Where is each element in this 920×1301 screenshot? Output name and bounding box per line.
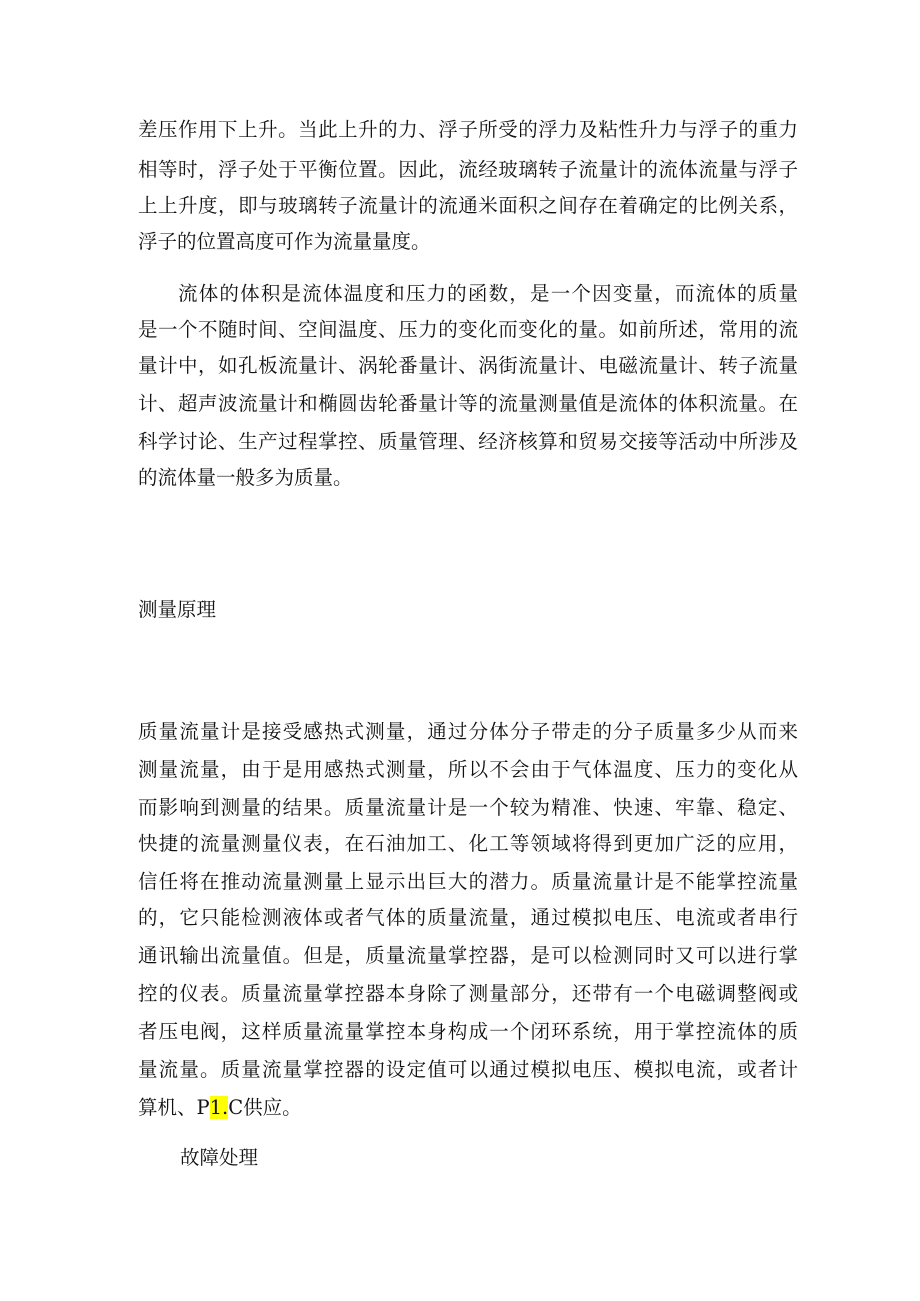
paragraph-line: 通讯输出流量值。但是，质量流量掌控器，是可以检测同时又可以进行掌: [138, 944, 798, 967]
last-line-prefix: 算机、P: [138, 1096, 210, 1119]
section-heading-measurement-principle: 测量原理: [138, 598, 217, 621]
paragraph-line: 控的仪表。质量流量掌控器本身除了测量部分，还带有一个电磁调整阀或: [138, 982, 798, 1005]
paragraph-line: 差压作用下上升。当此上升的力、浮子所受的浮力及粘性升力与浮子的重力: [138, 118, 798, 141]
paragraph-line: 相等时，浮子处于平衡位置。因此，流经玻璃转子流量计的流体流量与浮子: [138, 158, 798, 181]
paragraph-line: 浮子的位置高度可作为流量量度。: [138, 230, 431, 253]
paragraph-line: 质量流量计是接受感热式测量，通过分体分子带走的分子质量多少从而来: [138, 720, 798, 743]
paragraph-line: 上上升度，即与玻璃转子流量计的流通米面积之间存在着确定的比例关系，: [138, 194, 798, 217]
paragraph-line: 而影响到测量的结果。质量流量计是一个较为精准、快速、牢靠、稳定、: [138, 796, 798, 819]
paragraph-line: 者压电阀，这样质量流量掌控本身构成一个闭环系统，用于掌控流体的质: [138, 1020, 798, 1043]
paragraph-line: 流体的体积是流体温度和压力的函数，是一个因变量，而流体的质量: [178, 282, 798, 305]
paragraph-line: 快捷的流量测量仪表，在石油加工、化工等领域将得到更加广泛的应用，: [138, 832, 798, 855]
paragraph-line: 量流量。质量流量掌控器的设定值可以通过模拟电压、模拟电流，或者计: [138, 1058, 798, 1081]
paragraph-line: 计、超声波流量计和椭圆齿轮番量计等的流量测量值是流体的体积流量。在: [138, 392, 798, 415]
paragraph-line: 的流体量一般多为质量。: [138, 466, 353, 489]
paragraph-line: 测量流量，由于是用感热式测量，所以不会由于气体温度、压力的变化从: [138, 758, 798, 781]
paragraph-line: 的，它只能检测液体或者气体的质量流量，通过模拟电压、电流或者串行: [138, 906, 798, 929]
paragraph-line: 信任将在推动流量测量上显示出巨大的潜力。质量流量计是不能掌控流量: [138, 870, 798, 893]
paragraph-last-line: [138, 1096, 798, 1120]
paragraph-line: 量计中，如孔板流量计、涡轮番量计、涡街流量计、电磁流量计、转子流量: [138, 354, 798, 377]
paragraph-line: 科学讨论、生产过程掌控、质量管理、经济核算和贸易交接等活动中所涉及: [138, 430, 798, 453]
section-heading-troubleshooting: 故障处理: [180, 1146, 259, 1169]
paragraph-line: 是一个不随时间、空间温度、压力的变化而变化的量。如前所述，常用的流: [138, 318, 798, 341]
last-line-suffix: C供应。: [228, 1096, 302, 1119]
highlighted-text: 1.: [209, 1096, 229, 1119]
